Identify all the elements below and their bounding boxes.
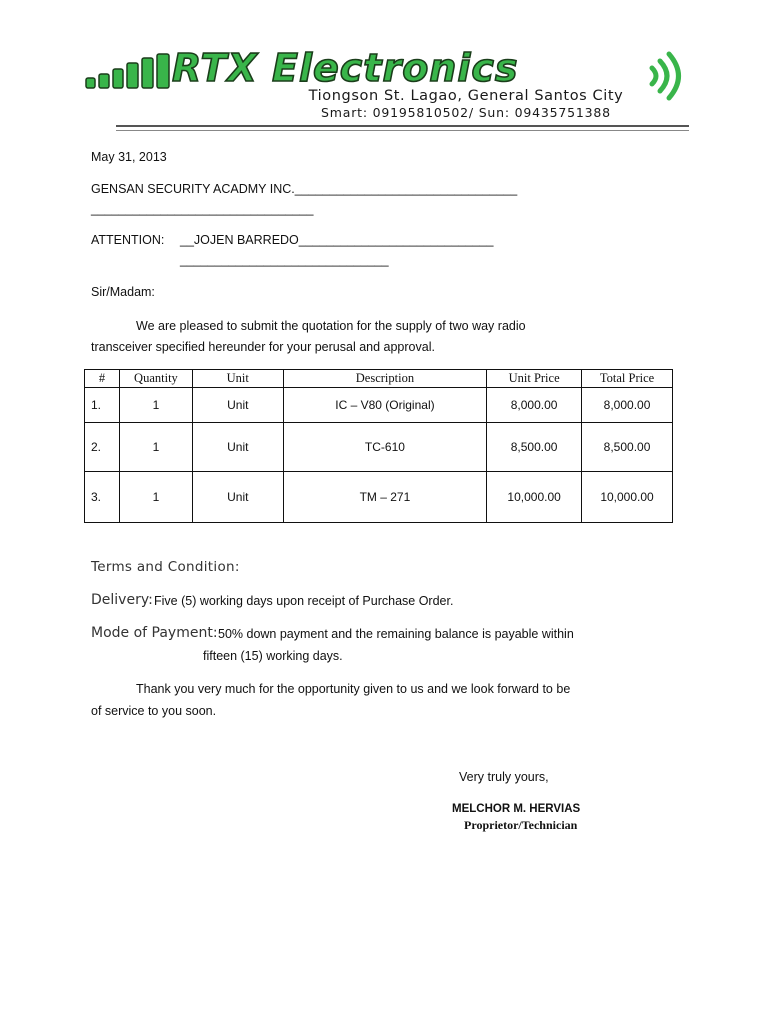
table-row (85, 423, 673, 472)
cell-description: TC-610 (283, 423, 487, 472)
header-rule (116, 125, 689, 127)
col-header-unit: Unit (192, 370, 283, 388)
letterhead (80, 48, 698, 126)
cell-quantity: 1 (119, 472, 192, 523)
table-row (85, 472, 673, 523)
signatory-name: MELCHOR M. HERVIAS (452, 803, 581, 815)
cell-unit-price: 8,000.00 (487, 388, 582, 423)
payment-value-line-1: 50% down payment and the remaining balance is payable within (218, 627, 574, 641)
intro-line-2: transceiver specified hereunder for your perusal and approval. (91, 340, 435, 354)
recipient-address-line: ________________________________ (91, 202, 314, 216)
col-header-description: Description (283, 370, 487, 388)
cell-number: 3. (85, 472, 120, 523)
cell-description: IC – V80 (Original) (283, 388, 487, 423)
payment-label: Mode of Payment: (91, 625, 218, 641)
intro-line-1: We are pleased to submit the quotation for the supply of two way radio (136, 319, 526, 333)
cell-number: 2. (85, 423, 120, 472)
delivery-label: Delivery: (91, 592, 153, 608)
cell-unit: Unit (192, 423, 283, 472)
col-header-total-price: Total Price (582, 370, 673, 388)
header-rule-thin (116, 130, 689, 131)
payment-value-line-2: fifteen (15) working days. (203, 649, 343, 663)
cell-quantity: 1 (119, 388, 192, 423)
salutation: Sir/Madam: (91, 285, 155, 299)
cell-total-price: 8,500.00 (582, 423, 673, 472)
cell-unit-price: 8,500.00 (487, 423, 582, 472)
table-row (85, 388, 673, 423)
company-phones: Smart: 09195810502/ Sun: 09435751388 (321, 105, 611, 120)
cell-total-price: 8,000.00 (582, 388, 673, 423)
delivery-value: Five (5) working days upon receipt of Purchase Order. (154, 594, 454, 608)
col-header-quantity: Quantity (119, 370, 192, 388)
company-name: RTX Electronics (172, 46, 519, 90)
signal-bars-icon (86, 54, 169, 88)
cell-description: TM – 271 (283, 472, 487, 523)
signatory-title: Proprietor/Technician (464, 818, 578, 832)
recipient-company: GENSAN SECURITY ACADMY INC.________________________________ (91, 182, 518, 196)
closing-line-2: of service to you soon. (91, 704, 217, 718)
cell-unit: Unit (192, 388, 283, 423)
company-address: Tiongson St. Lagao, General Santos City (308, 88, 624, 104)
letter-date: May 31, 2013 (91, 150, 167, 164)
table-header-row (85, 370, 673, 388)
cell-total-price: 10,000.00 (582, 472, 673, 523)
col-header-number: # (85, 370, 120, 388)
cell-unit-price: 10,000.00 (487, 472, 582, 523)
col-header-unit-price: Unit Price (487, 370, 582, 388)
closing-line-1: Thank you very much for the opportunity given to us and we look forward to be (136, 682, 571, 696)
quotation-table (84, 369, 673, 523)
attention-label: ATTENTION: (91, 233, 165, 247)
valediction: Very truly yours, (459, 770, 549, 784)
cell-quantity: 1 (119, 423, 192, 472)
attention-line: ______________________________ (180, 253, 389, 267)
cell-unit: Unit (192, 472, 283, 523)
attention-name: __JOJEN BARREDO____________________________ (180, 233, 494, 247)
cell-number: 1. (85, 388, 120, 423)
terms-heading: Terms and Condition: (91, 559, 240, 575)
